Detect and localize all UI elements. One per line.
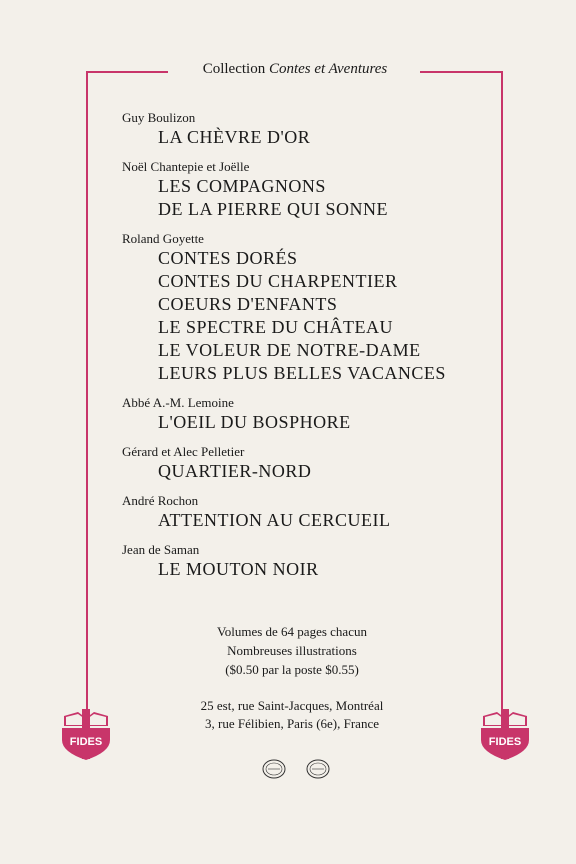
book-title: ATTENTION AU CERCUEIL	[158, 510, 391, 530]
book-title: LEURS PLUS BELLES VACANCES	[158, 363, 446, 383]
frame-top-left-rule	[86, 71, 168, 73]
frame-top-right-rule	[420, 71, 503, 73]
book-title: CONTES DU CHARPENTIER	[158, 271, 398, 291]
book-entry	[122, 110, 492, 149]
author-name: André Rochon	[122, 493, 199, 508]
volume-info	[172, 622, 412, 679]
info-line-price: ($0.50 par la poste $0.55)	[225, 662, 359, 677]
book-title: LE MOUTON NOIR	[158, 559, 319, 579]
collection-prefix: Collection	[202, 61, 266, 77]
book-title: LES COMPAGNONS	[158, 176, 326, 196]
svg-text:FIDES: FIDES	[69, 736, 103, 748]
book-title: QUARTIER-NORD	[158, 461, 312, 481]
book-entry	[122, 444, 492, 483]
author-name: Abbé A.-M. Lemoine	[122, 395, 234, 410]
book-title: L'OEIL DU BOSPHORE	[158, 412, 351, 432]
frame-right-rule	[501, 71, 503, 709]
author-name: Gérard et Alec Pelletier	[122, 444, 245, 459]
author-name: Jean de Saman	[122, 542, 200, 557]
info-line-pages: Volumes de 64 pages chacun	[217, 624, 367, 639]
author-name: Roland Goyette	[122, 231, 204, 246]
fides-logo-right	[477, 706, 533, 762]
collection-name: Contes et Aventures	[268, 61, 388, 77]
address-paris: 3, rue Félibien, Paris (6e), France	[204, 716, 379, 731]
book-title: LE SPECTRE DU CHÂTEAU	[158, 317, 393, 337]
book-entry	[122, 231, 492, 385]
svg-text:FIDES: FIDES	[488, 736, 522, 748]
book-title: CONTES DORÉS	[158, 248, 298, 268]
union-seal-icon	[306, 757, 330, 781]
collection-heading	[172, 61, 418, 78]
fides-logo-left	[58, 706, 114, 762]
book-title: DE LA PIERRE QUI SONNE	[158, 199, 388, 219]
author-name: Noël Chantepie et Joëlle	[122, 159, 250, 174]
book-list	[122, 110, 492, 591]
print-seal-icon	[262, 757, 286, 781]
book-title: LA CHÈVRE D'OR	[158, 127, 311, 147]
publisher-address	[150, 697, 434, 733]
book-title: COEURS D'ENFANTS	[158, 294, 338, 314]
book-title: LE VOLEUR DE NOTRE-DAME	[158, 340, 421, 360]
address-montreal: 25 est, rue Saint-Jacques, Montréal	[200, 698, 384, 713]
book-entry	[122, 159, 492, 221]
book-entry	[122, 395, 492, 434]
book-entry	[122, 493, 492, 532]
info-line-illustrations: Nombreuses illustrations	[227, 643, 357, 658]
author-name: Guy Boulizon	[122, 110, 196, 125]
frame-left-rule	[86, 71, 88, 709]
book-entry	[122, 542, 492, 581]
